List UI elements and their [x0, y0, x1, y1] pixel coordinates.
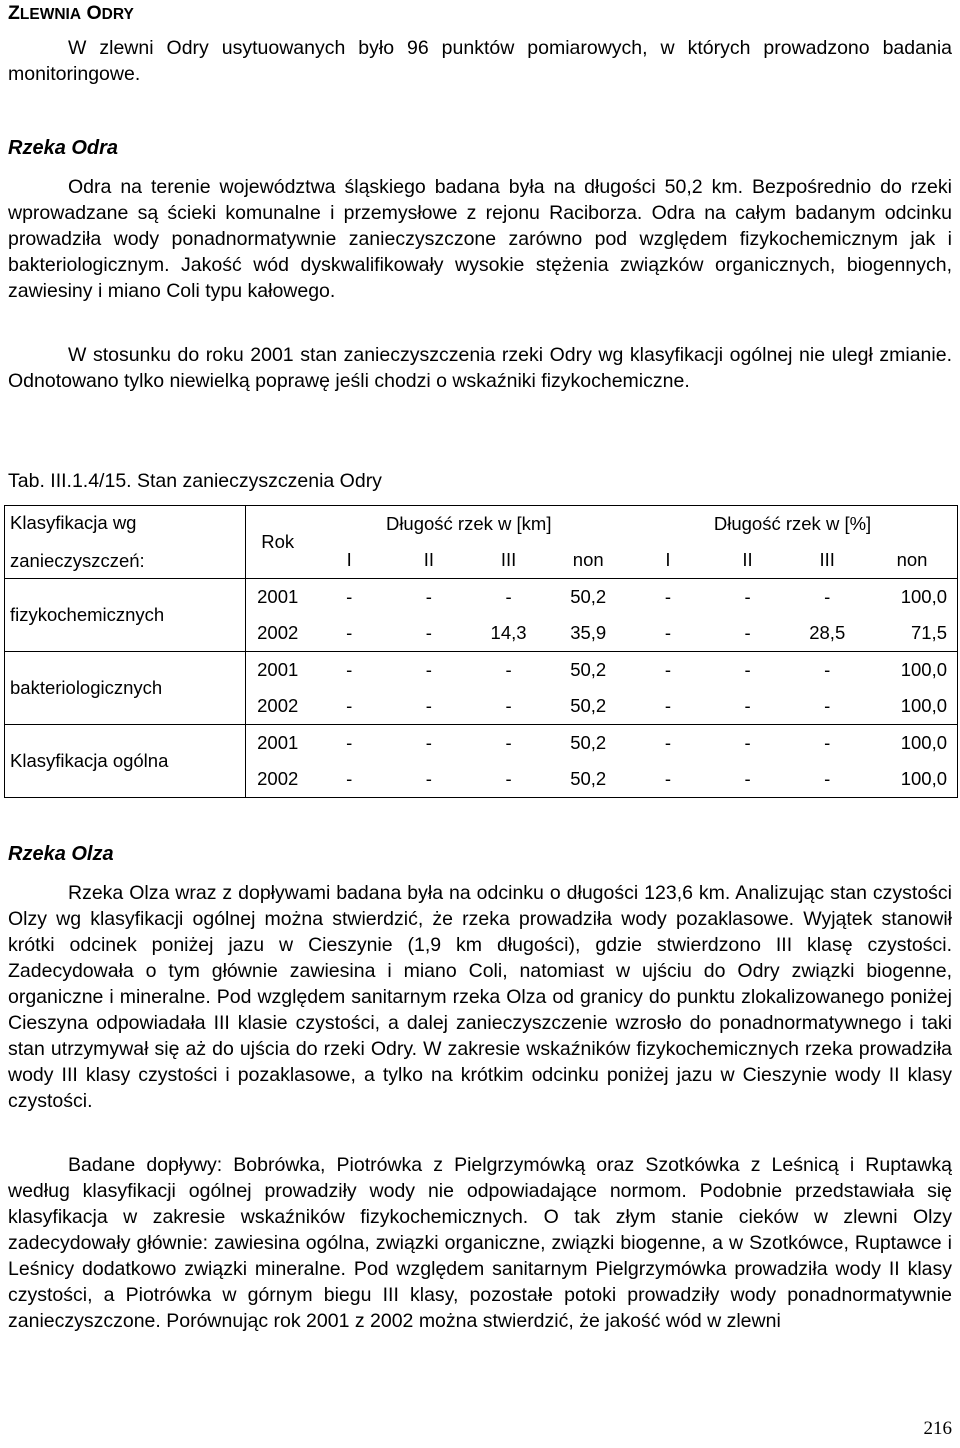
header-class: I	[309, 542, 389, 579]
header-label-line-1: Klasyfikacja wg	[10, 512, 137, 533]
intro-paragraph: W zlewni Odry usytuowanych było 96 punktów pomiarowych, w których prowadzono badania monitoringowe.	[8, 37, 952, 85]
cell: 100,0	[867, 725, 957, 762]
odra-paragraph-2: W stosunku do roku 2001 stan zanieczyszczenia rzeki Odry wg klasyfikacji ogólnej nie uległ zmianie. Odnotowano tylko niewielką poprawę jeśli chodzi o wskaźniki fizykochemiczne.	[8, 344, 952, 392]
header-class: I	[628, 542, 708, 579]
cell: -	[469, 652, 549, 689]
cell: -	[664, 695, 671, 716]
section-title-initial-1: Z	[8, 2, 20, 24]
cell: 28,5	[809, 622, 846, 643]
cell: -	[628, 652, 708, 689]
table-header-row-1	[5, 506, 958, 543]
cell: -	[628, 725, 708, 762]
cell: -	[389, 652, 469, 689]
olza-paragraph-2: Badane dopływy: Bobrówka, Piotrówka z Pielgrzymówką oraz Szotkówka z Leśnicą i Ruptawką według klasyfikacji ogólnej prowadziły wody nie odpowiadające normom. Podobnie przedstawiała się klasyfikacja w zakresie wskaźników fizykochemicznych. O tak złym stanie cieków w zlewni Olzy zadecydowały głównie: zawiesina ogólna, związki organiczne, związki biogenne, a w Szotkówce, Ruptawce i Leśnicy dodatkowo związki mineralne. Pod względem sanitarnym Pielgrzymówka prowadziła wody II klasy czystości, a Piotrówka w górnym biegu III klasy, pozostałe potoki prowadziły wody ponadnormatywnie zanieczyszczone. Porównując rok 2001 z 2002 można stwierdzić, że jakość wód w zlewni	[8, 1154, 952, 1332]
header-rok: Rok	[246, 506, 310, 579]
group-label: Klasyfikacja ogólna	[5, 725, 246, 798]
table-row	[5, 579, 958, 616]
cell: -	[708, 725, 788, 762]
cell: 71,5	[867, 615, 957, 652]
cell: -	[309, 761, 389, 798]
row-year: 2001	[246, 579, 310, 616]
cell: -	[787, 579, 867, 616]
table-row	[5, 652, 958, 689]
cell: 50,2	[548, 725, 628, 762]
cell: 50,2	[548, 761, 628, 798]
cell: 50,2	[570, 695, 607, 716]
cell: 35,9	[570, 622, 607, 643]
header-class: II	[389, 542, 469, 579]
cell: 100,0	[867, 688, 957, 725]
odra-heading: Rzeka Odra	[8, 137, 119, 159]
group-label: fizykochemicznych	[5, 579, 246, 652]
row-year: 2002	[257, 695, 299, 716]
cell: 100,0	[867, 761, 957, 798]
section-title-rest-2: DRY	[101, 6, 134, 23]
cell: 50,2	[548, 652, 628, 689]
olza-paragraph-1: Rzeka Olza wraz z dopływami badana była na odcinku o długości 123,6 km. Analizując stan czystości Olzy wg klasyfikacji ogólnej można stwierdzić, że rzeka prowadziła wody pozaklasowe. Wyjątek stanowił krótki odcinek poniżej jazu w Cieszynie (1,9 km długości), gdzie stwierdzono III klasę czystości. Zadecydowała o tym głównie zawiesina i miano Coli, natomiast w ujściu do Odry związki biogenne, organiczne i mineralne. Pod względem sanitarnym rzeka Olza od granicy do punktu zlokalizowanego poniżej Cieszyna odpowiadała III klasie czystości, a dalej zanieczyszczenie wzrosło do ponadnormatywnego i taki stan utrzymywał się aż do ujścia do rzeki Odry. W zakresie wskaźników fizykochemicznych rzeka prowadziła wody III klasy czystości i pozaklasowe, a tylko na krótkim odcinku poniżej jazu w Cieszynie wody II klasy czystości.	[8, 882, 952, 1112]
cell: -	[708, 652, 788, 689]
header-group-km: Długość rzek w [km]	[309, 506, 628, 543]
cell: -	[425, 695, 432, 716]
cell: -	[346, 695, 353, 716]
header-class: III	[469, 542, 549, 579]
odra-paragraph-1: Odra na terenie województwa śląskiego badana była na długości 50,2 km. Bezpośrednio do rzeki wprowadzane są ścieki komunalne i przemysłowe z rejonu Raciborza. Odra na całym badanym odcinku prowadziła wody ponadnormatywnie zanieczyszczone zarówno pod względem fizykochemicznym jak i bakteriologicznym. Jakość wód dyskwalifikowały wysokie stężenia związków organicznych, biogennych, zawiesiny i miano Coli typu kałowego.	[8, 176, 952, 302]
cell: -	[309, 652, 389, 689]
cell: -	[628, 579, 708, 616]
table-row	[5, 725, 958, 762]
row-year: 2001	[246, 652, 310, 689]
cell: -	[787, 652, 867, 689]
cell: 14,3	[490, 622, 527, 643]
header-class: III	[787, 542, 867, 579]
cell: -	[664, 622, 671, 643]
row-year: 2001	[246, 725, 310, 762]
cell: -	[389, 725, 469, 762]
cell: -	[309, 725, 389, 762]
header-group-pct: Długość rzek w [%]	[628, 506, 957, 543]
page-number: 216	[923, 1418, 952, 1439]
cell: -	[787, 761, 867, 798]
cell: -	[744, 622, 751, 643]
cell: -	[824, 695, 831, 716]
cell: -	[708, 579, 788, 616]
cell: 50,2	[548, 579, 628, 616]
cell: -	[469, 579, 549, 616]
pollution-table	[4, 505, 958, 798]
cell: -	[309, 579, 389, 616]
header-label-cell	[5, 506, 246, 579]
header-label-line-2: zanieczyszczeń:	[10, 550, 145, 571]
section-title-initial-2: O	[86, 2, 102, 24]
cell: -	[628, 761, 708, 798]
cell: -	[744, 695, 751, 716]
table-caption: Tab. III.1.4/15. Stan zanieczyszczenia Odry	[8, 470, 382, 492]
cell: -	[787, 725, 867, 762]
cell: -	[389, 761, 469, 798]
cell: -	[505, 695, 512, 716]
cell: -	[389, 579, 469, 616]
cell: 100,0	[867, 652, 957, 689]
row-year: 2002	[257, 622, 299, 643]
cell: -	[469, 761, 549, 798]
cell: -	[708, 761, 788, 798]
cell: -	[425, 622, 432, 643]
header-class: non	[867, 542, 957, 579]
olza-heading: Rzeka Olza	[8, 843, 114, 865]
section-title	[8, 2, 134, 25]
row-year: 2002	[246, 761, 310, 798]
header-class: non	[548, 542, 628, 579]
cell: 100,0	[867, 579, 957, 616]
group-label: bakteriologicznych	[5, 652, 246, 725]
section-title-rest-1: LEWNIA	[19, 6, 82, 23]
cell: -	[469, 725, 549, 762]
header-class: II	[708, 542, 788, 579]
cell: -	[346, 622, 353, 643]
